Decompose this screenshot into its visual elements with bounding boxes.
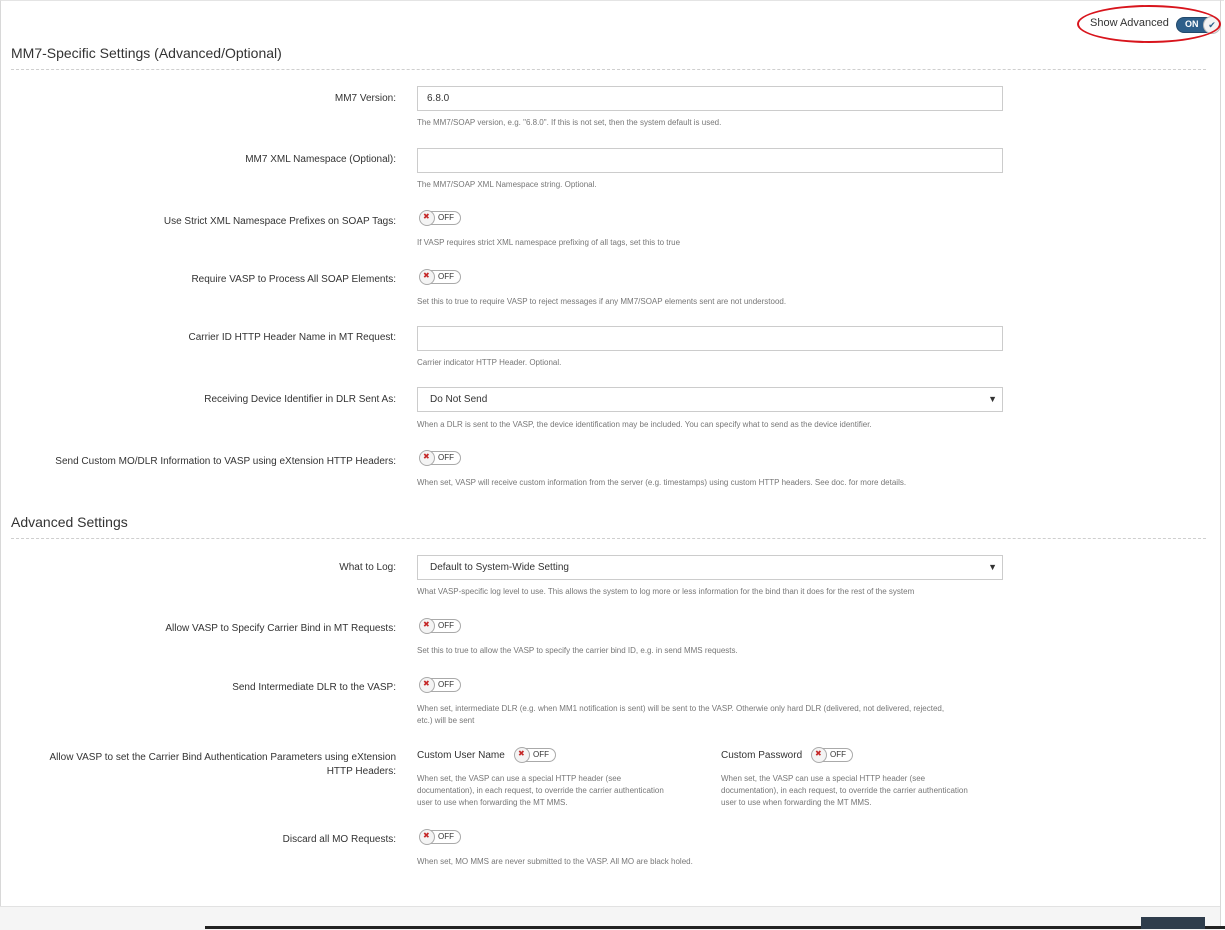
- custom-password-label: Custom Password: [721, 750, 803, 761]
- carrier-bind-toggle[interactable]: [420, 619, 461, 633]
- custom-user-help-line1: When set, the VASP can use a special HTTP header (see: [417, 774, 622, 783]
- custom-mo-dlr-toggle[interactable]: [420, 451, 461, 465]
- custom-mo-dlr-help: When set, VASP will receive custom information from the server (e.g. timestamps) using custom HTTP headers. See doc. for more details.: [417, 478, 907, 487]
- close-icon: [419, 210, 435, 226]
- intermediate-dlr-label: Send Intermediate DLR to the VASP:: [232, 682, 396, 693]
- discard-mo-toggle[interactable]: [420, 830, 461, 844]
- mm7-version-help: The MM7/SOAP version, e.g. "6.8.0". If this is not set, then the system default is used.: [417, 118, 722, 127]
- toggle-off-text: OFF: [438, 453, 454, 462]
- process-soap-toggle[interactable]: [420, 270, 461, 284]
- scroll-edge: [1220, 0, 1221, 929]
- device-identifier-select[interactable]: [417, 387, 1003, 412]
- what-to-log-label: What to Log:: [339, 562, 396, 573]
- custom-mo-dlr-label: Send Custom MO/DLR Information to VASP using eXtension HTTP Headers:: [55, 456, 396, 467]
- close-icon: [419, 618, 435, 634]
- process-soap-label: Require VASP to Process All SOAP Elements:: [191, 274, 396, 285]
- custom-password-help-line3: user to use when forwarding the MT MMS.: [721, 798, 872, 807]
- toggle-off-text: OFF: [533, 750, 549, 759]
- discard-mo-help: When set, MO MMS are never submitted to the VASP. All MO are black holed.: [417, 857, 693, 866]
- mm7-version-input[interactable]: 6.8.0: [417, 86, 1003, 111]
- discard-mo-label: Discard all MO Requests:: [282, 834, 396, 845]
- caret-down-icon: ▼: [988, 394, 997, 404]
- toggle-off-text: OFF: [830, 750, 846, 759]
- strict-prefixes-toggle[interactable]: [420, 211, 461, 225]
- xml-namespace-label: MM7 XML Namespace (Optional):: [245, 154, 396, 165]
- device-identifier-value: Do Not Send: [430, 394, 488, 405]
- close-icon: [514, 747, 530, 763]
- custom-user-help-line3: user to use when forwarding the MT MMS.: [417, 798, 568, 807]
- close-icon: [419, 829, 435, 845]
- section-divider: [11, 69, 1206, 70]
- intermediate-dlr-help-line2: etc.) will be sent: [417, 716, 475, 725]
- toggle-off-text: OFF: [438, 832, 454, 841]
- check-icon: ✔: [1203, 16, 1221, 34]
- close-icon: [419, 269, 435, 285]
- what-to-log-value: Default to System-Wide Setting: [430, 562, 569, 573]
- toggle-off-text: OFF: [438, 680, 454, 689]
- carrier-header-input[interactable]: [417, 326, 1003, 351]
- what-to-log-select[interactable]: [417, 555, 1003, 580]
- caret-down-icon: ▼: [988, 562, 997, 572]
- carrier-header-label: Carrier ID HTTP Header Name in MT Request:: [188, 332, 396, 343]
- close-icon: [419, 677, 435, 693]
- intermediate-dlr-help-line1: When set, intermediate DLR (e.g. when MM1 notification is sent) will be sent to the VASP. Otherwie only hard DLR (delivered, not delivered, rejected,: [417, 704, 945, 713]
- custom-password-help: [721, 773, 968, 809]
- xml-namespace-help: The MM7/SOAP XML Namespace string. Optional.: [417, 180, 597, 189]
- show-advanced-text: Show Advanced: [1090, 17, 1169, 29]
- toggle-off-text: OFF: [438, 213, 454, 222]
- toggle-off-text: OFF: [438, 272, 454, 281]
- intermediate-dlr-toggle[interactable]: [420, 678, 461, 692]
- section-divider: [11, 538, 1206, 539]
- what-to-log-help: What VASP-specific log level to use. This allows the system to log more or less information for the bind than it does for the rest of the system: [417, 587, 915, 596]
- close-icon: [419, 450, 435, 466]
- device-identifier-help: When a DLR is sent to the VASP, the device identification may be included. You can specify what to send as the device identifier.: [417, 420, 872, 429]
- toggle-off-text: OFF: [438, 621, 454, 630]
- carrier-bind-label: Allow VASP to Specify Carrier Bind in MT Requests:: [165, 623, 396, 634]
- section-title-mm7: MM7-Specific Settings (Advanced/Optional): [11, 45, 282, 61]
- carrier-bind-help: Set this to true to allow the VASP to specify the carrier bind ID, e.g. in send MMS requests.: [417, 646, 738, 655]
- annotation-circle: [1077, 5, 1221, 43]
- custom-user-help: [417, 773, 664, 809]
- close-icon: [811, 747, 827, 763]
- auth-params-label-line1: Allow VASP to set the Carrier Bind Authentication Parameters using eXtension: [49, 752, 396, 763]
- custom-password-help-line1: When set, the VASP can use a special HTTP header (see: [721, 774, 926, 783]
- section-title-advanced: Advanced Settings: [11, 514, 128, 530]
- carrier-header-help: Carrier indicator HTTP Header. Optional.: [417, 358, 562, 367]
- custom-password-toggle[interactable]: [812, 748, 853, 762]
- custom-password-help-line2: documentation), in each request, to override the carrier authentication: [721, 786, 968, 795]
- auth-params-label-line2: HTTP Headers:: [326, 766, 396, 777]
- custom-user-label: Custom User Name: [417, 750, 505, 761]
- mm7-version-label: MM7 Version:: [334, 93, 396, 104]
- custom-user-toggle[interactable]: [515, 748, 556, 762]
- strict-prefixes-help: If VASP requires strict XML namespace prefixing of all tags, set this to true: [417, 238, 681, 247]
- process-soap-help: Set this to true to require VASP to reject messages if any MM7/SOAP elements sent are not understood.: [417, 297, 787, 306]
- submit-button[interactable]: [1141, 917, 1205, 929]
- intermediate-dlr-help: [417, 703, 944, 727]
- xml-namespace-input[interactable]: [417, 148, 1003, 173]
- strict-prefixes-label: Use Strict XML Namespace Prefixes on SOAP Tags:: [163, 216, 396, 227]
- toggle-on-text: ON: [1185, 19, 1199, 29]
- device-identifier-label: Receiving Device Identifier in DLR Sent As:: [204, 394, 396, 405]
- auth-params-label: [50, 751, 396, 779]
- custom-user-help-line2: documentation), in each request, to override the carrier authentication: [417, 786, 664, 795]
